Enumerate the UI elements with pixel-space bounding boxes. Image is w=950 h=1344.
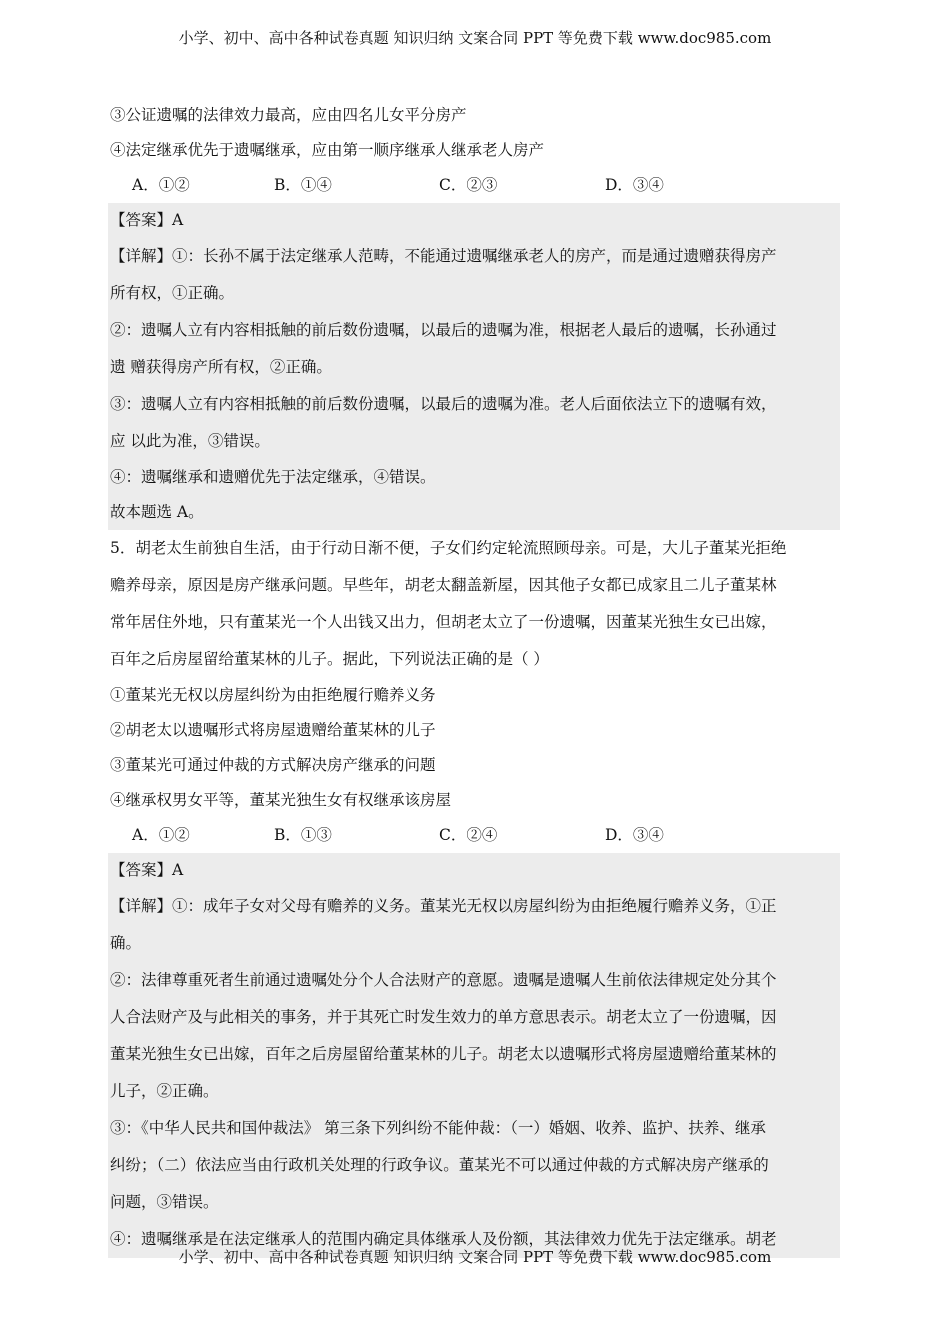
statement: ③董某光可通过仲裁的方式解决房产继承的问题: [110, 756, 436, 774]
explanation-line: 应 以此为准，③错误。: [110, 432, 270, 450]
explanation-line: ④：遗嘱继承和遗赠优先于法定继承，④错误。: [110, 468, 436, 486]
choice-c: C．②③: [439, 176, 498, 194]
choice-d: D．③④: [605, 826, 664, 844]
page-header: 小学、初中、高中各种试卷真题 知识归纳 文案合同 PPT 等免费下载 www.doc985.com: [178, 29, 772, 47]
answer-block: [108, 853, 840, 1258]
explanation-line: ②：遗嘱人立有内容相抵触的前后数份遗嘱，以最后的遗嘱为准，根据老人最后的遗嘱，长孙通过: [110, 321, 777, 339]
explanation-line: 人合法财产及与此相关的事务，并于其死亡时发生效力的单方意思表示。胡老太立了一份遗嘱，因: [110, 1008, 777, 1026]
answer-choices: [110, 818, 840, 853]
statement: ③公证遗嘱的法律效力最高，应由四名儿女平分房产: [110, 106, 467, 124]
explanation-line: 【详解】①：长孙不属于法定继承人范畴，不能通过遗嘱继承老人的房产，而是通过遗赠获得房产: [110, 247, 777, 265]
question-stem: 赡养母亲，原因是房产继承问题。早些年，胡老太翻盖新屋，因其他子女都已成家且二儿子董某林: [110, 576, 777, 594]
question-stem: 百年之后房屋留给董某林的儿子。据此，下列说法正确的是（ ）: [110, 650, 549, 668]
explanation-line: ③：《中华人民共和国仲裁法》 第三条下列纠纷不能仲裁：（一）婚姻、收养、监护、扶养、继承: [110, 1119, 766, 1137]
page-footer: 小学、初中、高中各种试卷真题 知识归纳 文案合同 PPT 等免费下载 www.doc985.com: [178, 1248, 772, 1266]
explanation-line: 董某光独生女已出嫁，百年之后房屋留给董某林的儿子。胡老太以遗嘱形式将房屋遗赠给董某林的: [110, 1045, 777, 1063]
choice-b: B．①③: [274, 826, 332, 844]
explanation-line: 遗 赠获得房产所有权，②正确。: [110, 358, 332, 376]
answer-label: 【答案】A: [110, 211, 184, 229]
explanation-line: 纠纷；（二）依法应当由行政机关处理的行政争议。董某光不可以通过仲裁的方式解决房产继承的: [110, 1156, 769, 1174]
document-body: [110, 98, 840, 1258]
choice-c: C．②④: [439, 826, 498, 844]
explanation-line: 【详解】①：成年子女对父母有赡养的义务。董某光无权以房屋纠纷为由拒绝履行赡养义务，①正: [110, 897, 777, 915]
choice-a: A．①②: [132, 176, 190, 194]
explanation-line: 故本题选 A。: [110, 503, 204, 521]
question-stem: 常年居住外地，只有董某光一个人出钱又出力，但胡老太立了一份遗嘱，因董某光独生女已出嫁，: [110, 613, 777, 631]
explanation-line: 确。: [110, 934, 142, 952]
explanation-line: 问题，③错误。: [110, 1193, 219, 1211]
answer-label: 【答案】A: [110, 861, 184, 879]
statement: ④法定继承优先于遗嘱继承，应由第一顺序继承人继承老人房产: [110, 141, 545, 159]
answer-choices: [110, 168, 840, 203]
explanation-line: 儿子，②正确。: [110, 1082, 219, 1100]
choice-b: B．①④: [274, 176, 332, 194]
explanation-line: ③：遗嘱人立有内容相抵触的前后数份遗嘱，以最后的遗嘱为准。老人后面依法立下的遗嘱有效，: [110, 395, 777, 413]
explanation-line: 所有权，①正确。: [110, 284, 235, 302]
answer-block: [108, 203, 840, 530]
statement: ④继承权男女平等，董某光独生女有权继承该房屋: [110, 791, 452, 809]
explanation-line: ④：遗嘱继承是在法定继承人的范围内确定具体继承人及份额，其法律效力优先于法定继承。胡老: [110, 1230, 777, 1248]
question-stem: 5．胡老太生前独自生活，由于行动日渐不便，子女们约定轮流照顾母亲。可是，大儿子董某光拒绝: [110, 539, 787, 557]
statement: ②胡老太以遗嘱形式将房屋遗赠给董某林的儿子: [110, 721, 436, 739]
explanation-line: ②：法律尊重死者生前通过遗嘱处分个人合法财产的意愿。遗嘱是遗嘱人生前依法律规定处分其个: [110, 971, 777, 989]
statement: ①董某光无权以房屋纠纷为由拒绝履行赡养义务: [110, 686, 436, 704]
choice-d: D．③④: [605, 176, 664, 194]
choice-a: A．①②: [132, 826, 190, 844]
